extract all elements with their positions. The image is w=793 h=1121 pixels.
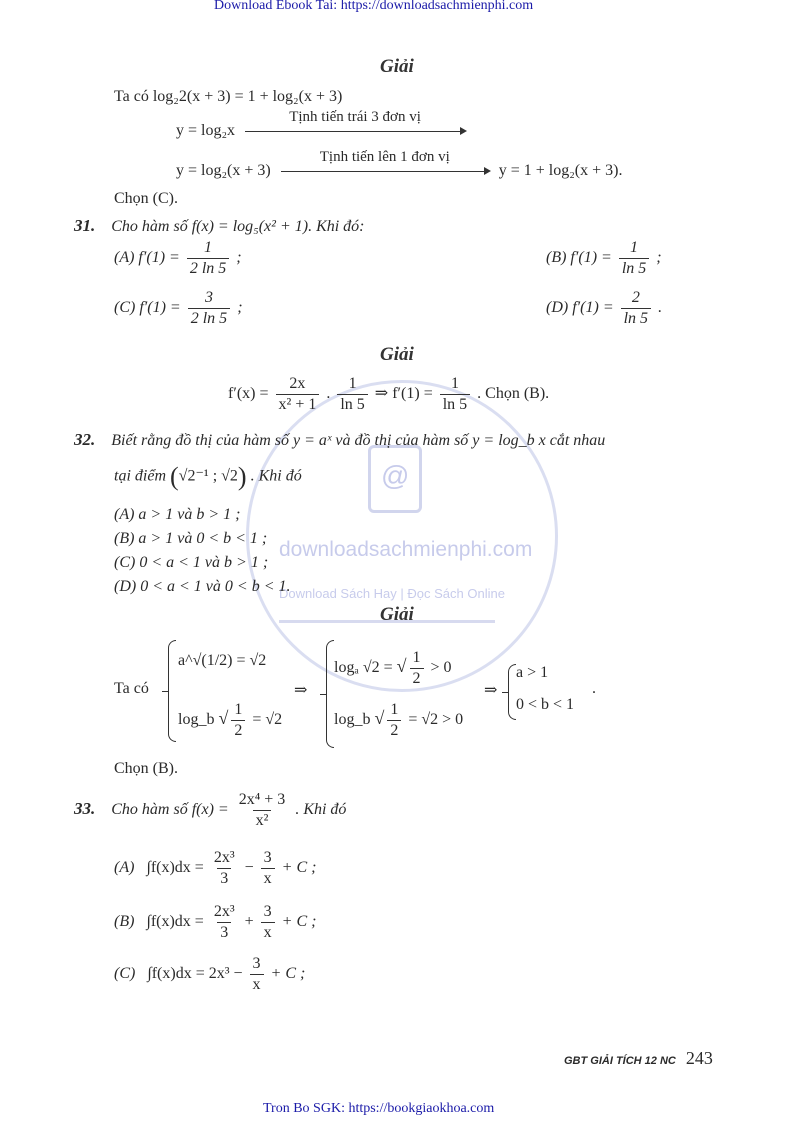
sol31-f1-num: 2x: [289, 375, 306, 392]
sol31-choose: . Chọn (B).: [477, 385, 550, 403]
watermark-circle: [246, 380, 558, 692]
watermark-book-icon: @: [368, 445, 422, 513]
q31-b-label: (B) f′(1) =: [546, 249, 612, 267]
q31-option-b: [546, 238, 662, 279]
q33-b-label: (B): [114, 913, 135, 931]
q33-c-label: (C): [114, 965, 136, 983]
q33-b-t1-num: 2x³: [213, 903, 235, 920]
sol30-line3-right: y = 1 + log₂(x + 3).: [498, 162, 623, 179]
sol32-s2l1-pre: logₐ √2 =: [334, 659, 393, 677]
sol30-line3-left: y = log₂(x + 3): [176, 162, 271, 179]
sol31-line: [228, 374, 549, 415]
q32-number: 32.: [74, 430, 96, 449]
q31-text: Cho hàm số f(x) = log₅(x² + 1). Khi đó:: [111, 218, 365, 235]
sol32-ta-co: Ta có: [114, 680, 149, 697]
q32-text2-pre: tại điểm: [114, 467, 166, 485]
footer-book-title: GBT GIẢI TÍCH 12 NC: [564, 1055, 676, 1067]
sol32-s1l2-pre: log_b: [178, 711, 215, 729]
q33-c-int: ∫f(x)dx = 2x³ −: [147, 965, 243, 983]
q33-c-end: + C ;: [270, 965, 306, 983]
q31-a-num: 1: [204, 239, 213, 256]
system-brace-1: [168, 640, 176, 742]
sol32-choose: Chọn (B).: [114, 760, 178, 777]
sol30-choose: Chọn (C).: [114, 190, 178, 207]
sol30-line1: Ta có log₂2(x + 3) = 1 + log₂(x + 3): [114, 88, 343, 105]
q33-b-t2-den: x: [261, 922, 275, 943]
q31-prompt: [74, 216, 365, 236]
sol31-lhs: f′(x) =: [228, 385, 269, 403]
q33-prompt: [74, 790, 346, 831]
sol32-s1l2-num: 1: [234, 701, 243, 718]
sol32-s2l2-pre: log_b: [334, 711, 371, 729]
q33-f-den: x²: [253, 810, 272, 831]
q33-text-pre: Cho hàm số f(x) =: [111, 801, 229, 819]
q33-a-t2-num: 3: [263, 849, 272, 866]
q33-b-end: + C ;: [281, 913, 317, 931]
sol32-s2l2-den: 2: [387, 720, 401, 741]
q32-text-line2: tại điểm (√2⁻¹ ; √2) . Khi đó: [114, 462, 302, 491]
sol30-line2: [176, 108, 471, 140]
arrow-right-icon: [281, 148, 489, 172]
sol32-s2l1-num: 1: [412, 649, 421, 666]
q33-c-t2-den: x: [250, 974, 264, 995]
header-download-link[interactable]: Download Ebook Tai: https://downloadsachmienphi.com: [214, 0, 534, 13]
sol32-system3-line2: 0 < b < 1: [516, 696, 575, 713]
q31-c-num: 3: [204, 289, 213, 306]
q31-b-num: 1: [630, 239, 639, 256]
sol32-system1-line2: log_b √ $\frac{1}{2}$ = √2: [178, 701, 283, 739]
q33-option-b: [114, 902, 316, 943]
q33-f-num: 2x⁴ + 3: [238, 791, 286, 808]
q31-b-end: ;: [656, 249, 662, 267]
q33-number: 33.: [74, 799, 96, 819]
q33-a-t1-den: 3: [217, 868, 231, 889]
system-brace-3: [508, 664, 516, 720]
q32-text2-post: . Khi đó: [250, 467, 302, 485]
q33-c-t2-num: 3: [252, 955, 261, 972]
q31-a-label: (A) f′(1) =: [114, 249, 180, 267]
q31-option-a: [114, 238, 242, 279]
sol32-s2l2-num: 1: [390, 701, 399, 718]
q33-text-post: . Khi đó: [295, 801, 347, 819]
q31-number: 31.: [74, 216, 96, 235]
q31-c-den: 2 ln 5: [188, 308, 230, 329]
q32-option-c: (C) 0 < a < 1 và b > 1 ;: [114, 554, 269, 571]
q33-a-label: (A): [114, 859, 135, 877]
sol31-implies: ⇒ f′(1) =: [374, 385, 433, 403]
sol32-s1l2-den: 2: [231, 720, 245, 741]
q33-a-t1-num: 2x³: [213, 849, 235, 866]
sol32-s1l2-post: = √2: [252, 711, 283, 729]
sol32-implies-2: ⇒: [484, 682, 498, 699]
q31-d-num: 2: [631, 289, 640, 306]
sol31-f2-num: 1: [348, 375, 357, 392]
q33-option-a: [114, 848, 316, 889]
system-brace-2: [326, 640, 334, 748]
footer-sgk-link[interactable]: Tron Bo SGK: https://bookgiaokhoa.com: [263, 1101, 495, 1116]
solution-heading: Giải: [380, 604, 414, 625]
watermark-site: downloadsachmienphi.com: [279, 538, 533, 561]
watermark-tagline: Download Sách Hay | Đọc Sách Online: [279, 586, 505, 601]
sol32-system3-line1: a > 1: [516, 664, 549, 681]
q32-option-a: (A) a > 1 và b > 1 ;: [114, 506, 241, 523]
sol32-s2l2-post: = √2 > 0: [408, 711, 464, 729]
q31-b-den: ln 5: [619, 258, 649, 279]
q32-option-d: (D) 0 < a < 1 và 0 < b < 1.: [114, 578, 291, 595]
sol32-system3-end: .: [592, 680, 596, 697]
sol32-system1-line1: a^√(1/2) = √2: [178, 652, 267, 669]
sol32-system2-line2: log_b √ $\frac{1}{2}$ = √2 > 0: [334, 701, 464, 739]
q31-c-label: (C) f′(1) =: [114, 299, 181, 317]
sol30-line3-arrow-label: Tịnh tiến lên 1 đơn vị: [319, 148, 450, 165]
solution-heading: Giải: [380, 56, 414, 77]
sol30-line2-left: y = log₂x: [176, 122, 236, 139]
sol31-dot: .: [326, 385, 331, 403]
sol30-line3: [176, 148, 623, 180]
sol31-f1-den: x² + 1: [276, 394, 320, 415]
sol31-f2-den: ln 5: [337, 394, 367, 415]
q33-b-int: ∫f(x)dx =: [146, 913, 204, 931]
page-footer: [564, 1048, 713, 1069]
q33-a-end: + C ;: [281, 859, 317, 877]
q32-point: √2⁻¹ ; √2: [178, 467, 238, 485]
q33-b-t1-den: 3: [217, 922, 231, 943]
q31-option-c: [114, 288, 243, 329]
q33-a-t2-den: x: [261, 868, 275, 889]
q31-d-label: (D) f′(1) =: [546, 299, 614, 317]
q32-prompt: [74, 430, 605, 450]
q33-option-c: [114, 954, 305, 995]
sol32-s2l1-den: 2: [410, 668, 424, 689]
sol31-f3-num: 1: [450, 375, 459, 392]
q33-b-op: +: [244, 913, 254, 931]
page-number: 243: [685, 1048, 713, 1068]
arrow-right-icon: [245, 108, 465, 132]
q32-text-line1: Biết rằng đồ thị của hàm số y = aˣ và đồ thị của hàm số y = log_b x cắt nhau: [111, 432, 606, 449]
sol32-s2l1-post: > 0: [430, 659, 452, 677]
sol32-implies-1: ⇒: [294, 682, 308, 699]
q33-a-op: −: [244, 859, 254, 877]
q31-option-d: [546, 288, 662, 329]
q32-option-b: (B) a > 1 và 0 < b < 1 ;: [114, 530, 268, 547]
q33-b-t2-num: 3: [263, 903, 272, 920]
q31-a-end: ;: [236, 249, 242, 267]
solution-heading: Giải: [380, 344, 414, 365]
q31-c-end: ;: [237, 299, 243, 317]
q31-d-end: .: [658, 299, 663, 317]
sol30-line2-arrow-label: Tịnh tiến trái 3 đơn vị: [289, 108, 421, 125]
sol31-f3-den: ln 5: [440, 394, 470, 415]
sol32-system2-line1: logₐ √2 = √ $\frac{1}{2}$ > 0: [334, 649, 452, 687]
q33-a-int: ∫f(x)dx =: [146, 859, 204, 877]
q31-a-den: 2 ln 5: [187, 258, 229, 279]
q31-d-den: ln 5: [621, 308, 651, 329]
